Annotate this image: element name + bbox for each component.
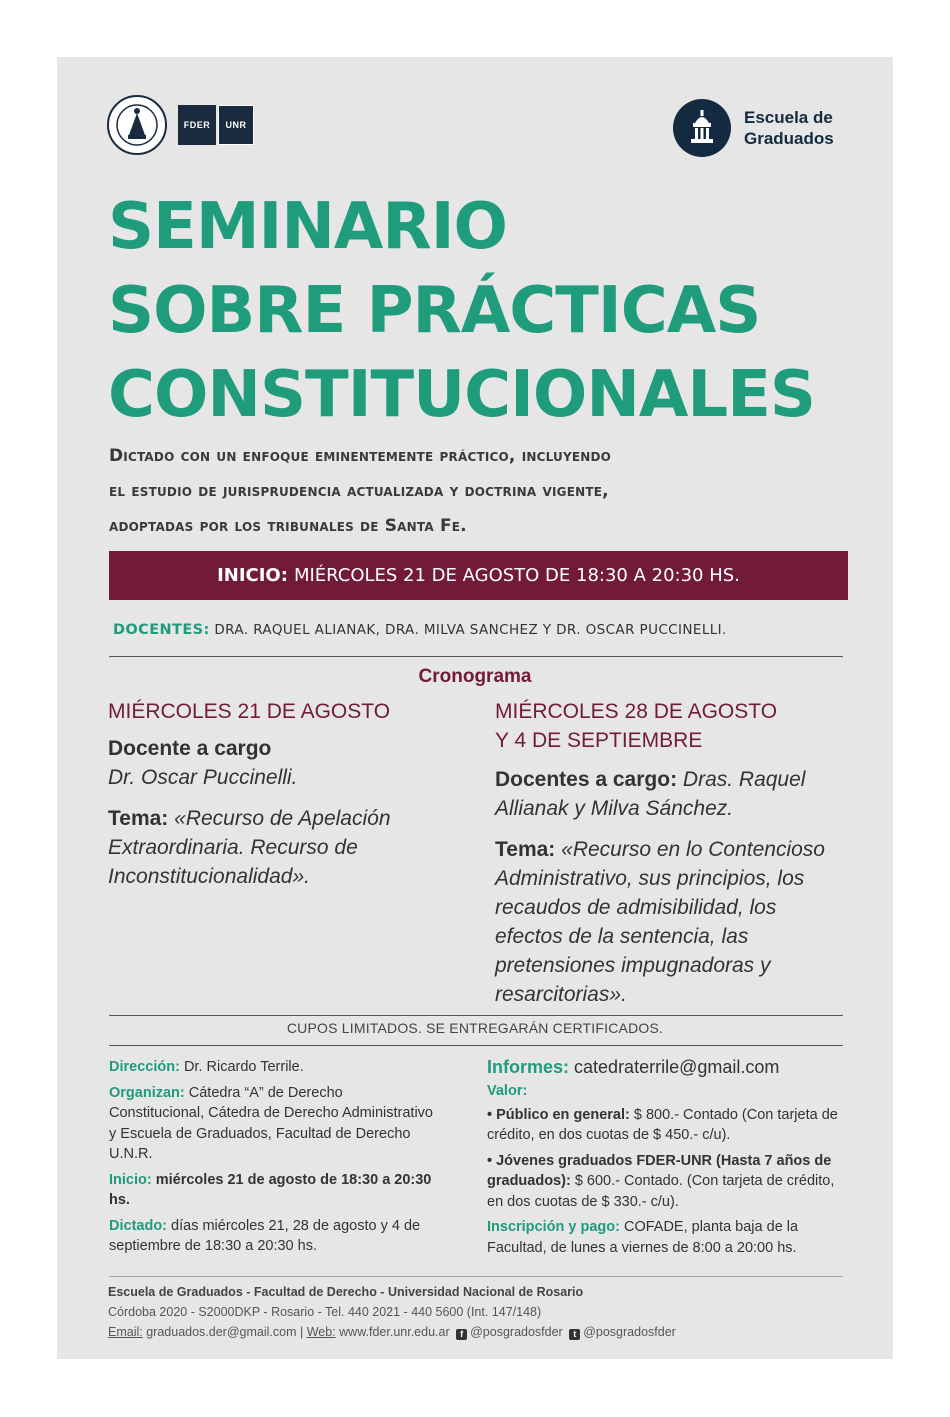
dictado-label: Dictado: xyxy=(109,1217,167,1234)
precio-jovenes xyxy=(487,1151,847,1213)
precio-publico-text: $ 800.- Contado (Con tarjeta de crédito, en dos cuotas de $ 450.- c/u). xyxy=(487,1106,838,1143)
email-label: Email: xyxy=(108,1325,143,1339)
informes-email-link[interactable]: catedraterrile@gmail.com xyxy=(574,1057,780,1077)
info-left-column xyxy=(109,1057,439,1262)
precio-jovenes-label: • Jóvenes graduados FDER-UNR (Hasta 7 años de graduados): xyxy=(487,1152,832,1189)
fder-unr-logo xyxy=(178,105,254,145)
tema-label: Tema: xyxy=(495,838,556,861)
footer-institution: Escuela de Graduados - Facultad de Derecho - Universidad Nacional de Rosario xyxy=(108,1285,584,1299)
organizan-label: Organizan: xyxy=(109,1084,185,1101)
inicio-banner-text: MIÉRCOLES 21 DE AGOSTO DE 18:30 A 20:30 HS. xyxy=(293,565,740,586)
direccion-label: Dirección: xyxy=(109,1059,180,1075)
divider xyxy=(109,1045,843,1046)
tema xyxy=(495,835,835,1009)
subtitle-line1: Dictado con un enfoque eminentemente práctico, incluyendo xyxy=(109,446,612,466)
web-label: Web: xyxy=(306,1325,336,1339)
divider xyxy=(109,1015,843,1016)
inscripcion-text: COFADE, planta baja de la Facultad, de lunes a viernes de 8:00 a 20:00 hs. xyxy=(487,1219,799,1256)
valor-label: Valor: xyxy=(487,1083,528,1099)
organizan-text: Cátedra “A” de Derecho Constitucional, Cátedra de Derecho Administrativo y Escuela de Graduados, Facultad de Derecho U.N.R. xyxy=(109,1084,433,1162)
web-link[interactable]: www.fder.unr.edu.ar xyxy=(339,1325,450,1339)
facebook-handle[interactable]: @posgradosfder xyxy=(470,1325,563,1339)
tema-text: «Recurso de Apelación Extraordinaria. Recurso de Inconstitucionalidad». xyxy=(108,807,391,888)
divider xyxy=(109,1276,843,1277)
docentes-block-label: Docentes a cargo: xyxy=(495,768,678,791)
title-line1: SEMINARIO xyxy=(108,190,507,264)
cronograma-left-column xyxy=(108,697,438,891)
facebook-icon[interactable]: f xyxy=(456,1329,467,1340)
cupos-notice: CUPOS LIMITADOS. SE ENTREGARÁN CERTIFICADOS. xyxy=(286,1020,664,1036)
unr-label: UNR xyxy=(218,105,254,145)
docente-name: Dr. Oscar Puccinelli. xyxy=(108,766,298,789)
fder-label: FDER xyxy=(178,105,216,145)
inicio xyxy=(109,1170,439,1211)
direccion-text: Dr. Ricardo Terrile. xyxy=(183,1059,304,1075)
inscripcion-label: Inscripción y pago: xyxy=(487,1219,620,1235)
poster xyxy=(57,57,893,1359)
docentes-label: DOCENTES: xyxy=(113,622,210,638)
twitter-handle[interactable]: @posgradosfder xyxy=(583,1325,676,1339)
unr-seal-logo xyxy=(107,95,167,155)
cronograma-right-column xyxy=(495,697,835,1009)
docentes-block xyxy=(495,765,835,823)
inicio-banner xyxy=(109,551,848,600)
escuela-graduados-logo xyxy=(673,99,864,157)
inscripcion xyxy=(487,1217,847,1258)
subtitle-line2: el estudio de jurisprudencia actualizada y doctrina vigente, xyxy=(109,481,609,501)
escuela-label xyxy=(744,107,864,149)
twitter-icon[interactable]: t xyxy=(569,1329,580,1340)
page-title xyxy=(108,185,868,437)
escuela-label-line2: Graduados xyxy=(744,129,834,148)
precio-publico xyxy=(487,1105,847,1146)
informes-label: Informes: xyxy=(487,1057,570,1077)
tema-label: Tema: xyxy=(108,807,169,830)
divider xyxy=(109,656,843,657)
separator: | xyxy=(299,1325,304,1339)
title-line2: SOBRE PRÁCTICAS xyxy=(108,274,761,348)
docentes-block-names: Dras. Raquel Allianak y Milva Sánchez. xyxy=(495,768,806,820)
informes xyxy=(487,1055,847,1079)
docentes-text: DRA. RAQUEL ALIANAK, DRA. MILVA SANCHEZ Y DR. OSCAR PUCCINELLI. xyxy=(214,622,727,638)
subtitle-line3: adoptadas por los tribunales de Santa Fe. xyxy=(109,516,467,536)
subtitle xyxy=(109,439,869,544)
dictado-text: días miércoles 21, 28 de agosto y 4 de septiembre de 18:30 a 20:30 hs. xyxy=(109,1217,421,1254)
session-date-line2: Y 4 DE SEPTIEMBRE xyxy=(495,729,703,752)
cronograma-title: Cronograma xyxy=(418,666,532,687)
tema-text: «Recurso en lo Contencioso Administrativo, sus principios, los recaudos de admisibilidad, los efectos de la sentencia, las pretensiones impugnadoras y resarcitorias». xyxy=(495,838,825,1006)
session-date-line1: MIÉRCOLES 28 DE AGOSTO xyxy=(495,700,778,723)
inicio-label: Inicio: xyxy=(109,1171,152,1188)
info-right-column xyxy=(487,1055,847,1263)
inicio-banner-label: INICIO: xyxy=(217,565,288,586)
direccion xyxy=(109,1057,439,1078)
precio-jovenes-text: $ 600.- Contado. (Con tarjeta de crédito, en dos cuotas de $ 330.- c/u). xyxy=(487,1173,835,1210)
tema xyxy=(108,804,438,891)
docentes-line xyxy=(113,622,873,638)
email-link[interactable]: graduados.der@gmail.com xyxy=(146,1325,297,1339)
organizan xyxy=(109,1083,439,1165)
session-date: MIÉRCOLES 21 DE AGOSTO xyxy=(108,700,391,723)
footer-address: Córdoba 2020 - S2000DKP - Rosario - Tel. 440 2021 - 440 5600 (Int. 147/148) xyxy=(108,1305,542,1319)
escuela-label-line1: Escuela de xyxy=(744,108,833,127)
inicio-text: miércoles 21 de agosto de 18:30 a 20:30 hs. xyxy=(109,1171,432,1208)
precio-publico-label: • Público en general: xyxy=(487,1106,630,1123)
building-icon xyxy=(673,99,731,157)
docente-label: Docente a cargo xyxy=(108,737,272,760)
title-line3: CONSTITUCIONALES xyxy=(108,358,815,432)
dictado xyxy=(109,1216,439,1257)
footer-contact xyxy=(108,1322,848,1342)
footer xyxy=(108,1282,848,1342)
